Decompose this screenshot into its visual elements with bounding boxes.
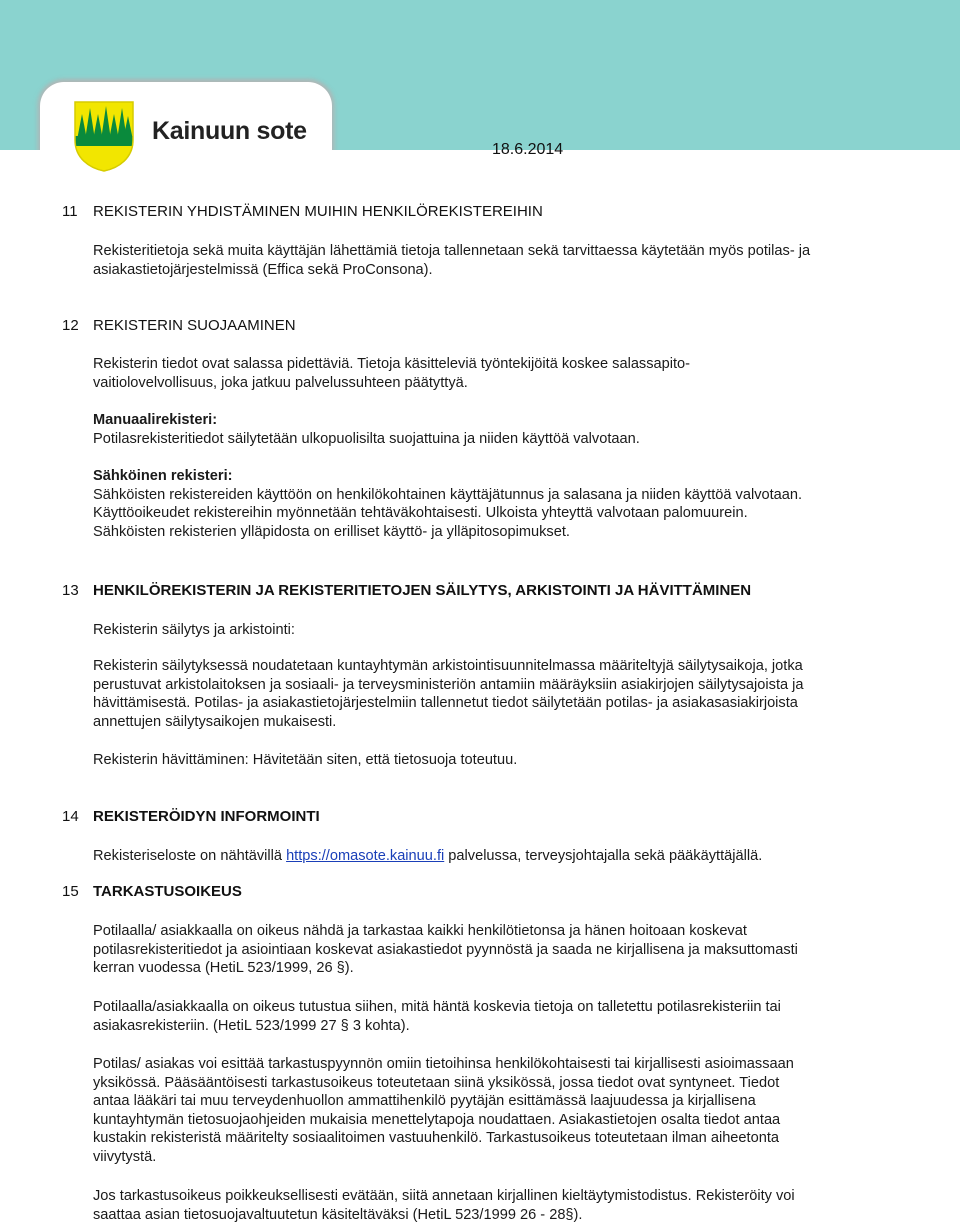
text-line: Potilaalla/asiakkaalla on oikeus tutustua siihen, mitä häntä koskevia tietoja on talletettu potilasrekisteriin tai <box>93 999 781 1015</box>
destruction-text: Rekisterin hävittäminen: Hävitetään siten, että tietosuoja toteutuu. <box>93 752 518 768</box>
text-line: potilasrekisteritiedot ja asiointiaan koskevat asiakastiedot pyynnöstä ja saada ne kirjallisena ja maksuttomasti <box>93 941 798 958</box>
section-number: 14 <box>62 808 79 825</box>
text-line: viivytystä. <box>93 1148 157 1165</box>
text-line: vaitiolovelvollisuus, joka jatkuu palvelussuhteen päätyttyä. <box>93 374 468 391</box>
text-line: hävittämisestä. Potilas- ja asiakastietojärjestelmiin tallennetut tiedot säilytetään potilas- ja asiakasasiakirjoista <box>93 695 798 712</box>
section-13-paragraph <box>93 657 908 731</box>
text-line: saattaa asian tietosuojavaltuutetun käsiteltäväksi (HetiL 523/1999 26 - 28§). <box>93 1206 583 1223</box>
section-title: HENKILÖREKISTERIN JA REKISTERITIETOJEN SÄILYTYS, ARKISTOINTI JA HÄVITTÄMINEN <box>93 582 752 599</box>
electronic-register-block <box>93 467 908 541</box>
text-line: antaa lääkäri tai muu terveydenhuollon ammattihenkilö pyytäjän esittämässä laajuudessa ja kirjallisena <box>93 1093 756 1110</box>
text-line: yksikössä. Pääsääntöisesti tarkastusoikeus toteutetaan siinä yksikössä, jossa tiedot ovat syntyneet. Tiedot <box>93 1074 780 1091</box>
section-number: 12 <box>62 317 79 334</box>
section-11-heading <box>62 203 543 220</box>
text-line: Potilasrekisteritiedot säilytetään ulkopuolisilta suojattuina ja niiden käyttöä valvotaan. <box>93 430 640 447</box>
kainuu-crest-logo <box>73 100 135 172</box>
section-13-heading <box>62 582 751 599</box>
text-line: Potilaalla/ asiakkaalla on oikeus nähdä ja tarkastaa kaikki henkilötietonsa ja hänen hoitoaan koskevat <box>93 923 747 939</box>
text-line: Käyttöoikeudet rekistereihin myönnetään tehtäväkohtaisesti. Ulkoista yhteyttä valvotaan palomuurein. <box>93 505 748 522</box>
manual-register-block <box>93 411 908 448</box>
section-12-heading <box>62 317 296 334</box>
text-line: Sähköisten rekisterien ylläpidosta on erilliset käyttö- ja ylläpitosopimukset. <box>93 523 570 540</box>
section-title: TARKASTUSOIKEUS <box>93 883 242 900</box>
section-15-heading <box>62 883 242 900</box>
brand-name: Kainuun sote <box>152 117 307 145</box>
section-number: 11 <box>62 203 78 220</box>
storage-subheading: Rekisterin säilytys ja arkistointi: <box>93 622 295 638</box>
section-number: 13 <box>62 582 79 599</box>
text-line: perustuvat arkistolaitoksen ja sosiaali- ja terveysministeriön antamiin määräyksiin asiakirjojen säilytysajoista ja <box>93 676 804 693</box>
text-line: Rekisterin säilytyksessä noudatetaan kuntayhtymän arkistointisuunnitelmassa määriteltyjä säilytysaikoja, jotka <box>93 658 803 674</box>
omasote-link[interactable]: https://omasote.kainuu.fi <box>286 848 445 864</box>
text-line: kustakin rekisteristä määritelty sosiaalitoimen vastuuhenkilö. Tarkastusoikeus toteutetaan ilman aiheetonta <box>93 1130 779 1147</box>
text-line: annettujen säilytysaikojen mukaisesti. <box>93 713 337 730</box>
section-14-heading <box>62 808 320 825</box>
text-line: asiakastietojärjestelmissä (Effica sekä ProConsona). <box>93 261 433 278</box>
section-title: REKISTERIN SUOJAAMINEN <box>93 317 296 334</box>
section-title: REKISTERIN YHDISTÄMINEN MUIHIN HENKILÖREKISTEREIHIN <box>93 203 543 220</box>
text-line: kerran vuodessa (HetiL 523/1999, 26 §). <box>93 960 354 977</box>
manual-register-label: Manuaalirekisteri: <box>93 412 218 428</box>
electronic-register-label: Sähköinen rekisteri: <box>93 468 233 484</box>
text-fragment: palvelussa, terveysjohtajalla sekä pääkäyttäjällä. <box>444 848 763 864</box>
text-line: Sähköisten rekistereiden käyttöön on henkilökohtainen käyttäjätunnus ja salasana ja niiden käyttöä valvotaan. <box>93 486 803 503</box>
section-number: 15 <box>62 883 79 900</box>
text-line: Potilas/ asiakas voi esittää tarkastuspyynnön omiin tietoihinsa henkilökohtaisesti tai kirjallisesti asioimassaan <box>93 1056 794 1072</box>
section-15-paragraph-3 <box>93 1055 908 1167</box>
section-15-paragraph-1 <box>93 922 908 978</box>
text-line: Rekisteritietoja sekä muita käyttäjän lähettämiä tietoja tallennetaan sekä tarvittaessa käytetään myös potilas- ja <box>93 243 811 259</box>
document-date: 18.6.2014 <box>492 141 564 158</box>
section-title: REKISTERÖIDYN INFORMOINTI <box>93 808 320 825</box>
text-line: kuntayhtymän tietosuojaohjeiden mukaisia menettelytapoja noudattaen. Asiakastietojen osalta tiedot antaa <box>93 1111 781 1128</box>
text-line: Rekisterin tiedot ovat salassa pidettäviä. Tietoja käsitteleviä työntekijöitä koskee salassapito- <box>93 356 691 372</box>
text-line: Jos tarkastusoikeus poikkeuksellisesti evätään, siitä annetaan kirjallinen kieltäytymistodistus. Rekisteröity voi <box>93 1188 795 1204</box>
text-line: asiakasrekisteriin. (HetiL 523/1999 27 § 3 kohta). <box>93 1017 410 1034</box>
section-12-paragraph <box>93 355 908 392</box>
section-15-paragraph-2 <box>93 998 908 1035</box>
page-background <box>0 150 960 210</box>
text-fragment: Rekisteriseloste on nähtävillä <box>93 848 287 864</box>
section-14-paragraph <box>93 847 908 866</box>
section-11-paragraph <box>93 242 908 279</box>
section-15-paragraph-4 <box>93 1187 908 1224</box>
